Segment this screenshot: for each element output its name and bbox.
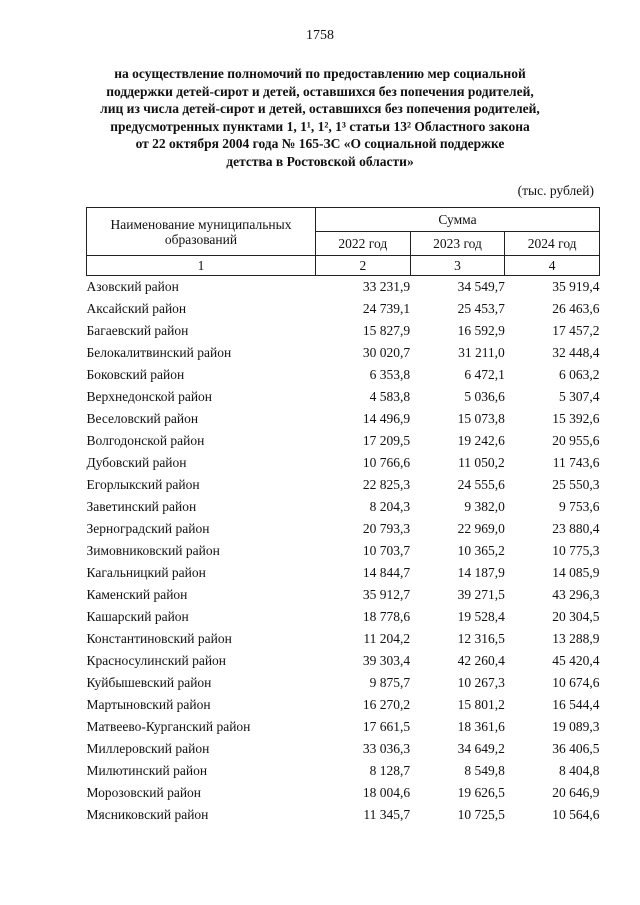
amount-2022: 14 496,9 <box>362 411 411 426</box>
amount-2022: 8 128,7 <box>369 763 411 778</box>
amount-2024: 13 288,9 <box>552 631 600 646</box>
amount-2022: 4 583,8 <box>369 389 411 404</box>
header-year-2022: 2022 год <box>316 232 411 256</box>
municipality-name: Азовский район <box>86 279 179 294</box>
amount-2024: 6 063,2 <box>559 367 600 382</box>
amount-2022: 10 703,7 <box>362 543 411 558</box>
amount-2023: 25 453,7 <box>457 301 505 316</box>
page-number: 1758 <box>306 28 334 43</box>
amount-2023: 5 036,6 <box>464 389 505 404</box>
table-row <box>87 584 600 606</box>
table-row <box>87 276 600 299</box>
amount-2023: 10 267,3 <box>457 675 505 690</box>
amount-2024: 15 392,6 <box>552 411 600 426</box>
units-label: (тыс. рублей) <box>517 183 594 198</box>
amount-2024: 26 463,6 <box>552 301 600 316</box>
amount-2024: 20 646,9 <box>552 785 600 800</box>
title-line: поддержки детей-сирот и детей, оставшихся без попечения родителей, <box>106 83 534 99</box>
amount-2022: 8 204,3 <box>369 499 411 514</box>
amount-2024: 23 880,4 <box>552 521 600 536</box>
amount-2023: 19 528,4 <box>457 609 505 624</box>
allocation-table <box>86 207 600 826</box>
amount-2022: 16 270,2 <box>362 697 411 712</box>
municipality-name: Веселовский район <box>86 411 199 426</box>
amount-2023: 10 365,2 <box>457 543 505 558</box>
amount-2024: 17 457,2 <box>552 323 600 338</box>
header-year-2024: 2024 год <box>505 232 600 256</box>
amount-2024: 11 743,6 <box>552 455 600 470</box>
title-line: детства в Ростовской области» <box>226 153 414 169</box>
title-line: на осуществление полномочий по предоставлению мер социальной <box>114 66 526 81</box>
amount-2023: 15 073,8 <box>457 411 505 426</box>
table-row <box>87 606 600 628</box>
amount-2023: 42 260,4 <box>457 653 505 668</box>
amount-2024: 20 304,5 <box>552 609 600 624</box>
table-row <box>87 320 600 342</box>
amount-2022: 30 020,7 <box>362 345 411 360</box>
amount-2023: 6 472,1 <box>464 367 505 382</box>
table-row <box>87 342 600 364</box>
table-row <box>87 738 600 760</box>
municipality-name: Заветинский район <box>86 499 197 514</box>
table-row <box>87 364 600 386</box>
amount-2023: 11 050,2 <box>458 455 505 470</box>
amount-2023: 24 555,6 <box>457 477 505 492</box>
column-number: 4 <box>505 256 600 276</box>
amount-2022: 10 766,6 <box>362 455 411 470</box>
amount-2022: 18 004,6 <box>362 785 411 800</box>
amount-2024: 16 544,4 <box>552 697 600 712</box>
amount-2022: 11 204,2 <box>363 631 411 646</box>
amount-2023: 22 969,0 <box>457 521 505 536</box>
table-row <box>87 408 600 430</box>
municipality-name: Морозовский район <box>86 785 202 800</box>
table-row <box>87 804 600 826</box>
municipality-name: Дубовский район <box>86 455 187 470</box>
municipality-name: Красносулинский район <box>86 653 227 668</box>
table-row <box>87 430 600 452</box>
amount-2023: 19 626,5 <box>457 785 505 800</box>
municipality-name: Верхнедонской район <box>86 389 213 404</box>
amount-2022: 33 036,3 <box>362 741 411 756</box>
table-row <box>87 540 600 562</box>
amount-2023: 39 271,5 <box>457 587 505 602</box>
header-municipality: Наименование муниципальных образований <box>87 208 316 256</box>
table-row <box>87 760 600 782</box>
document-title <box>40 65 600 171</box>
table-row <box>87 386 600 408</box>
table-row <box>87 474 600 496</box>
amount-2023: 34 649,2 <box>457 741 505 756</box>
table-row <box>87 562 600 584</box>
amount-2023: 19 242,6 <box>457 433 505 448</box>
municipality-name: Волгодонской район <box>86 433 205 448</box>
municipality-name: Кагальницкий район <box>86 565 206 580</box>
table-row <box>87 452 600 474</box>
municipality-name: Боковский район <box>86 367 185 382</box>
municipality-name: Зерноградский район <box>86 521 210 536</box>
amount-2023: 31 211,0 <box>458 345 505 360</box>
amount-2024: 19 089,3 <box>552 719 600 734</box>
table-body <box>87 276 600 827</box>
amount-2022: 17 209,5 <box>362 433 411 448</box>
amount-2024: 8 404,8 <box>559 763 600 778</box>
column-number: 2 <box>316 256 411 276</box>
amount-2024: 10 775,3 <box>552 543 600 558</box>
municipality-name: Куйбышевский район <box>86 675 212 690</box>
municipality-name: Константиновский район <box>86 631 232 646</box>
amount-2022: 17 661,5 <box>362 719 411 734</box>
amount-2023: 15 801,2 <box>457 697 505 712</box>
amount-2024: 25 550,3 <box>552 477 600 492</box>
title-line: от 22 октября 2004 года № 165-ЗС «О социальной поддержке <box>135 136 505 152</box>
table-row <box>87 716 600 738</box>
municipality-name: Миллеровский район <box>86 741 210 756</box>
amount-2023: 18 361,6 <box>457 719 505 734</box>
amount-2024: 35 919,4 <box>552 279 600 294</box>
title-line: предусмотренных пунктами 1, 1¹, 1², 1³ статьи 13² Областного закона <box>110 118 530 134</box>
table-row <box>87 672 600 694</box>
amount-2023: 34 549,7 <box>457 279 505 294</box>
amount-2024: 9 753,6 <box>559 499 600 514</box>
header-year-2023: 2023 год <box>410 232 505 256</box>
column-number: 1 <box>87 256 316 276</box>
amount-2023: 14 187,9 <box>457 565 505 580</box>
municipality-name: Кашарский район <box>86 609 189 624</box>
amount-2024: 5 307,4 <box>559 389 600 404</box>
table-row <box>87 518 600 540</box>
amount-2022: 18 778,6 <box>362 609 411 624</box>
amount-2022: 14 844,7 <box>362 565 411 580</box>
amount-2024: 10 674,6 <box>552 675 600 690</box>
municipality-name: Белокалитвинский район <box>86 345 232 360</box>
table-row <box>87 496 600 518</box>
amount-2024: 36 406,5 <box>552 741 600 756</box>
municipality-name: Багаевский район <box>86 323 189 338</box>
amount-2024: 32 448,4 <box>552 345 600 360</box>
table-row <box>87 782 600 804</box>
amount-2023: 10 725,5 <box>457 807 505 822</box>
municipality-name: Матвеево-Курганский район <box>86 719 251 734</box>
amount-2024: 10 564,6 <box>552 807 600 822</box>
amount-2024: 45 420,4 <box>552 653 600 668</box>
municipality-name: Егорлыкский район <box>86 477 200 492</box>
municipality-name: Зимовниковский район <box>86 543 220 558</box>
amount-2022: 20 793,3 <box>362 521 411 536</box>
header-sum: Сумма <box>316 208 600 232</box>
municipality-name: Аксайский район <box>86 301 187 316</box>
amount-2023: 8 549,8 <box>464 763 505 778</box>
amount-2022: 35 912,7 <box>362 587 411 602</box>
table-row <box>87 650 600 672</box>
amount-2022: 15 827,9 <box>362 323 411 338</box>
municipality-name: Мясниковский район <box>86 807 209 822</box>
amount-2022: 39 303,4 <box>362 653 411 668</box>
amount-2023: 12 316,5 <box>457 631 505 646</box>
amount-2023: 9 382,0 <box>464 499 505 514</box>
municipality-name: Милютинский район <box>86 763 208 778</box>
amount-2024: 43 296,3 <box>552 587 600 602</box>
amount-2024: 20 955,6 <box>552 433 600 448</box>
table-row <box>87 628 600 650</box>
table-row <box>87 694 600 716</box>
column-number: 3 <box>410 256 505 276</box>
amount-2022: 9 875,7 <box>369 675 411 690</box>
amount-2022: 22 825,3 <box>362 477 411 492</box>
amount-2022: 24 739,1 <box>362 301 411 316</box>
amount-2024: 14 085,9 <box>552 565 600 580</box>
amount-2022: 11 345,7 <box>363 807 411 822</box>
municipality-name: Каменский район <box>86 587 188 602</box>
amount-2023: 16 592,9 <box>457 323 505 338</box>
amount-2022: 6 353,8 <box>369 367 411 382</box>
amount-2022: 33 231,9 <box>362 279 411 294</box>
municipality-name: Мартыновский район <box>86 697 211 712</box>
title-line: лиц из числа детей-сирот и детей, оставшихся без попечения родителей, <box>100 101 540 117</box>
table-row <box>87 298 600 320</box>
